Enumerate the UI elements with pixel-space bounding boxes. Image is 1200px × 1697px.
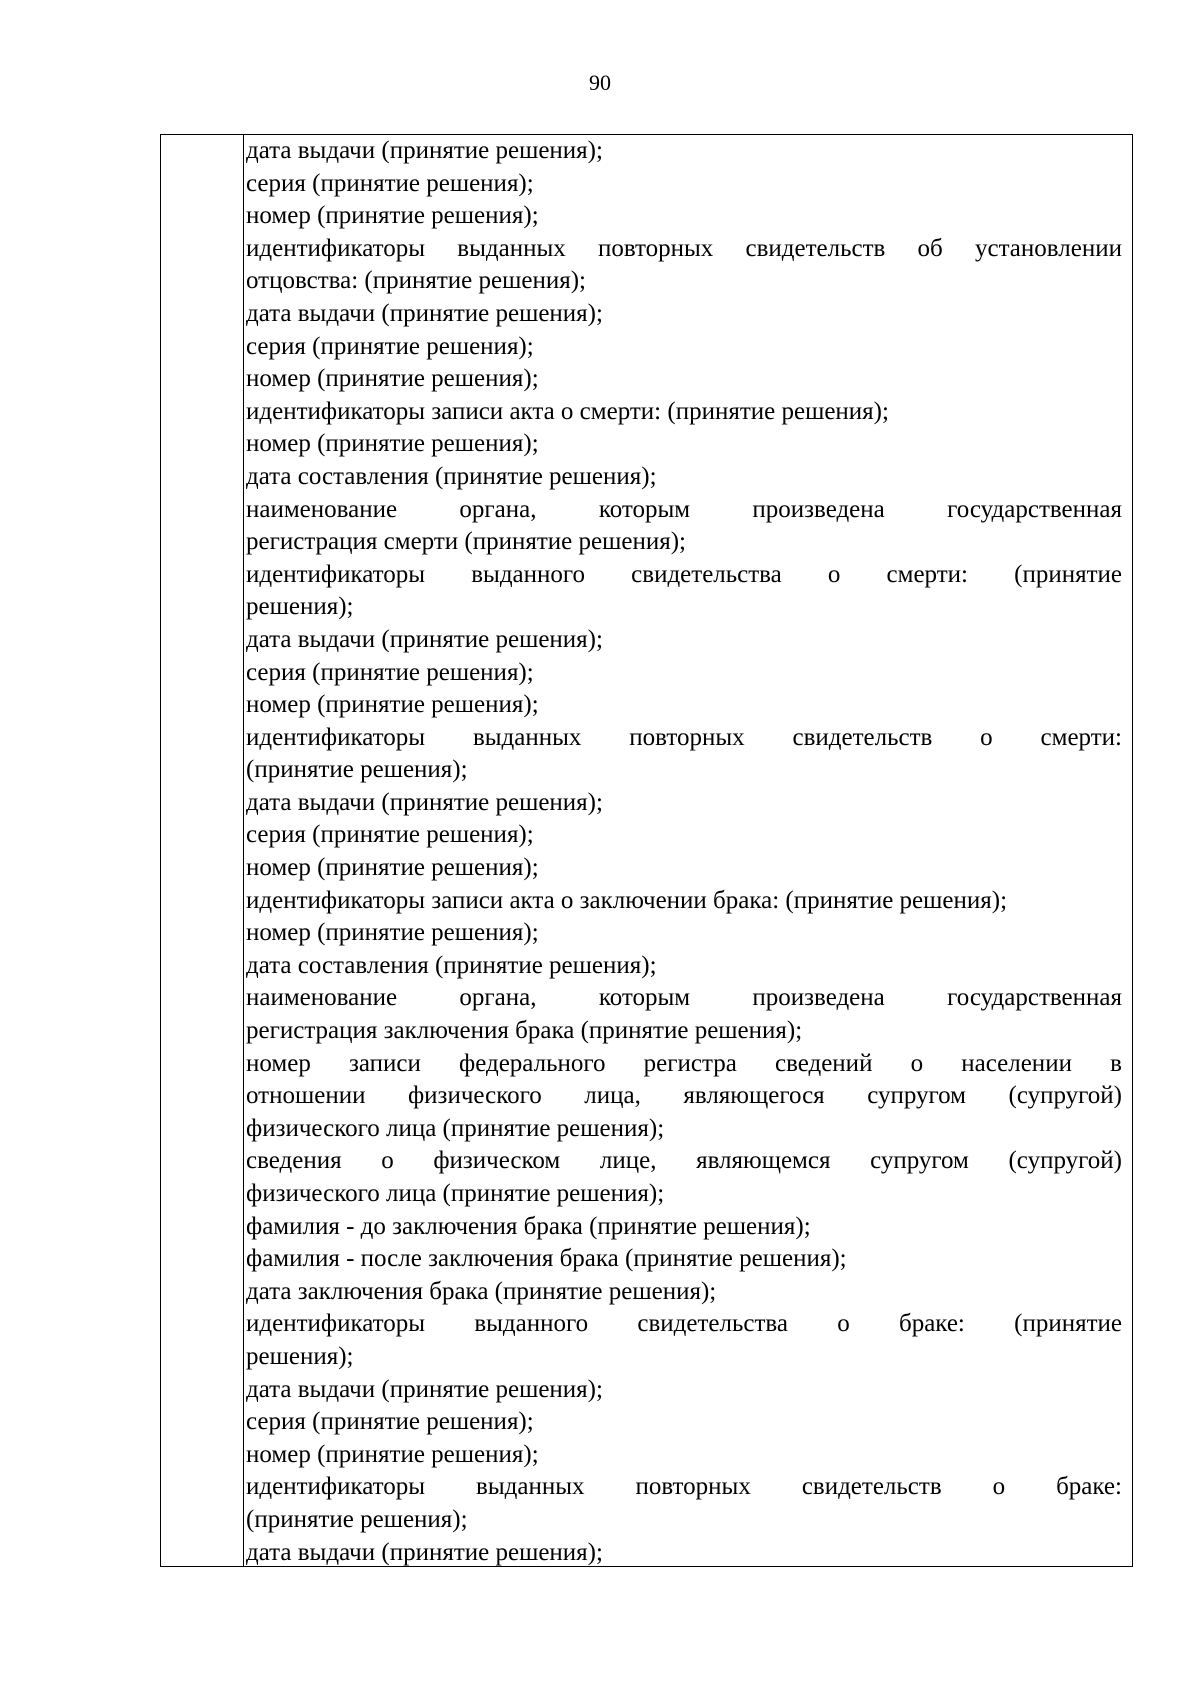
table-text-line: серия (принятие решения); (246, 1408, 534, 1436)
table-text-line: идентификаторы выданного свидетельства о браке: (принятие (246, 1310, 1122, 1338)
table-text-line: номер (принятие решения); (246, 691, 539, 719)
table-left-column (161, 135, 244, 1566)
table-text-line: серия (принятие решения); (246, 169, 534, 197)
table-text-line: номер (принятие решения); (246, 1440, 539, 1468)
table-text-line: дата выдачи (принятие решения); (246, 1538, 603, 1566)
table-text-line: регистрация заключения брака (принятие решения); (246, 1017, 803, 1045)
table-text-line: физического лица (принятие решения); (246, 1180, 665, 1207)
table-text-line: сведения о физическом лице, являющемся супругом (супругой) (246, 1147, 1122, 1175)
table-text-line: решения); (246, 1342, 354, 1370)
table-text-line: дата выдачи (принятие решения); (246, 299, 603, 327)
table-text-line: физического лица (принятие решения); (246, 1114, 665, 1142)
table-text-line: дата составления (принятие решения); (246, 462, 657, 490)
table-text-line: идентификаторы выданных повторных свидетельств об установлении (246, 234, 1122, 262)
table-text-line: (принятие решения); (246, 756, 468, 784)
table-text-line: наименование органа, которым произведена государственная (246, 495, 1122, 523)
table-text-line: фамилия - после заключения брака (принятие решения); (246, 1245, 847, 1273)
content-table (160, 134, 1133, 1567)
table-text-line: идентификаторы выданных повторных свидетельств о смерти: (246, 723, 1122, 751)
page-number: 90 (589, 70, 611, 95)
table-text-line: номер (принятие решения); (246, 854, 539, 882)
table-text-line: серия (принятие решения); (246, 658, 534, 686)
table-text-line: дата выдачи (принятие решения); (246, 137, 603, 164)
table-text-line: номер (принятие решения); (246, 919, 539, 947)
table-text-line: идентификаторы записи акта о заключении брака: (принятие решения); (246, 886, 1008, 914)
table-text-line: дата выдачи (принятие решения); (246, 1375, 603, 1403)
table-text-line: дата выдачи (принятие решения); (246, 625, 603, 653)
table-text-line: идентификаторы записи акта о смерти: (принятие решения); (246, 397, 889, 425)
table-text-line: серия (принятие решения); (246, 821, 534, 849)
table-text-line: номер записи федерального регистра сведений о населении в (246, 1049, 1122, 1077)
table-text-line: фамилия - до заключения брака (принятие решения); (246, 1212, 811, 1240)
table-text-line: регистрация смерти (принятие решения); (246, 528, 686, 556)
table-text-line: идентификаторы выданного свидетельства о смерти: (принятие (246, 560, 1122, 588)
table-text-line: дата составления (принятие решения); (246, 951, 657, 979)
table-text-line: номер (принятие решения); (246, 365, 539, 393)
table-text-line: отношении физического лица, являющегося супругом (супругой) (246, 1082, 1122, 1110)
table-text-line: серия (принятие решения); (246, 332, 534, 360)
table-text-line: отцовства: (принятие решения); (246, 267, 587, 295)
table-text-line: номер (принятие решения); (246, 202, 539, 230)
table-text-line: идентификаторы выданных повторных свидетельств о браке: (246, 1473, 1122, 1501)
table-text-line: наименование органа, которым произведена государственная (246, 984, 1122, 1012)
table-text-line: номер (принятие решения); (246, 430, 539, 458)
table-right-column (246, 135, 1122, 1569)
table-text-line: решения); (246, 593, 354, 621)
table-text-line: (принятие решения); (246, 1505, 468, 1533)
table-text-line: дата выдачи (принятие решения); (246, 788, 603, 816)
table-text-line: дата заключения брака (принятие решения); (246, 1277, 717, 1305)
